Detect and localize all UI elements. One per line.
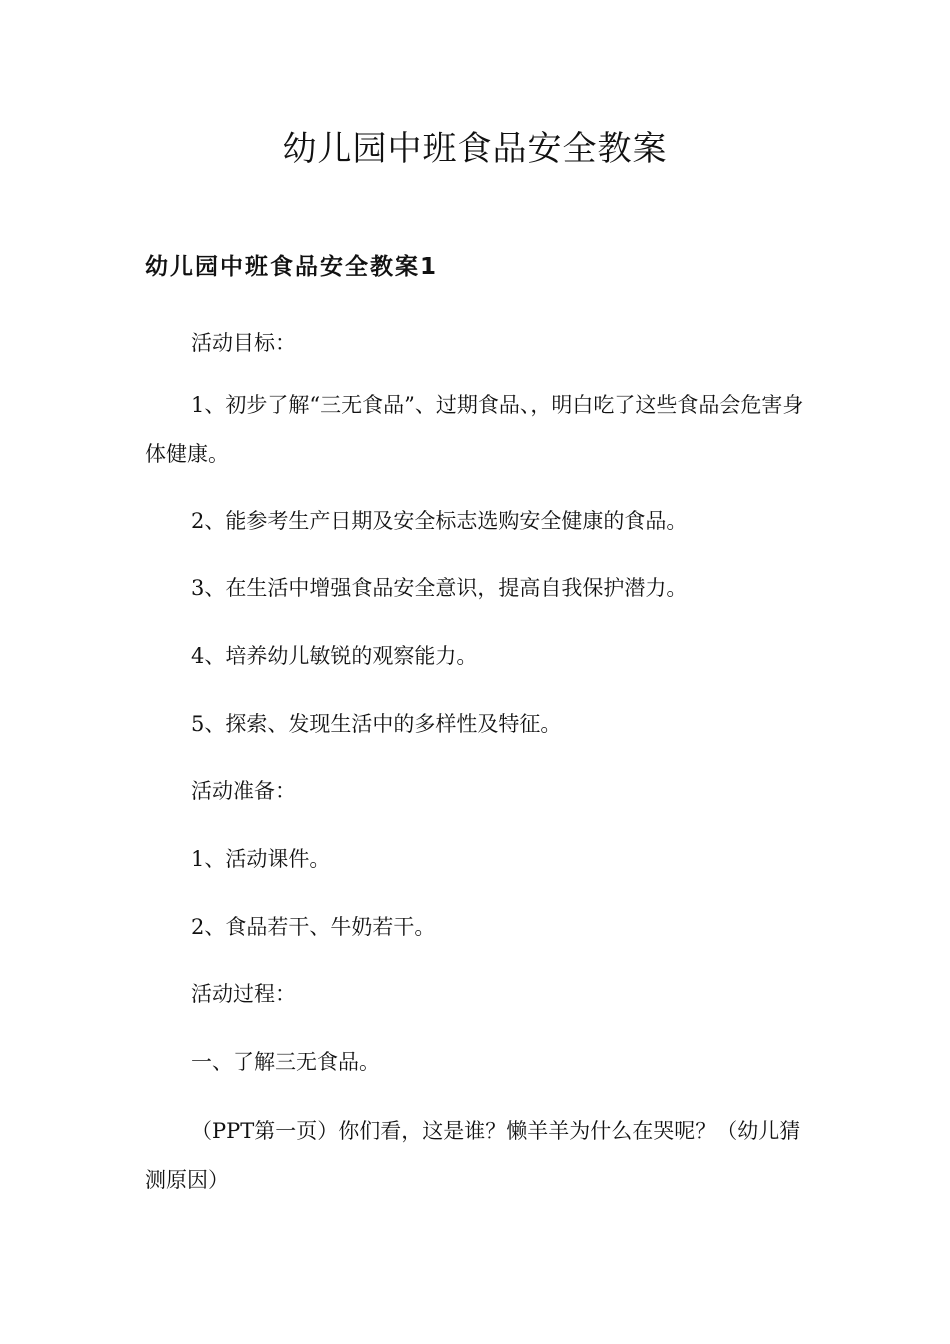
paragraph-goal-2: 2、能参考生产日期及安全标志选购安全健康的食品。 [191, 509, 688, 533]
paragraph-goal-5: 5、探索、发现生活中的多样性及特征。 [191, 712, 562, 736]
paragraph-preparation-1: 1、活动课件。 [191, 847, 331, 871]
document-title: 幼儿园中班食品安全教案 [282, 129, 668, 169]
section-heading: 幼儿园中班食品安全教案1 [145, 254, 439, 280]
paragraph-goal-4: 4、培养幼儿敏锐的观察能力。 [191, 644, 478, 668]
paragraph-ppt-page-1: （PPT第一页）你们看，这是谁？懒羊羊为什么在哭呢？（幼儿猜测原因） [145, 1119, 801, 1192]
paragraph-goal-3: 3、在生活中增强食品安全意识，提高自我保护潜力。 [191, 576, 688, 600]
paragraph-goal-1: 1、初步了解“三无食品”、过期食品、，明白吃了这些食品会危害身体健康。 [145, 393, 804, 466]
paragraph-preparation-heading: 活动准备： [191, 779, 296, 803]
paragraph-activity-goals-heading: 活动目标： [191, 331, 296, 355]
paragraph-preparation-2: 2、食品若干、牛奶若干。 [191, 915, 436, 939]
paragraph-process-heading: 活动过程： [191, 982, 296, 1006]
paragraph-step-1: 一、了解三无食品。 [191, 1050, 380, 1074]
